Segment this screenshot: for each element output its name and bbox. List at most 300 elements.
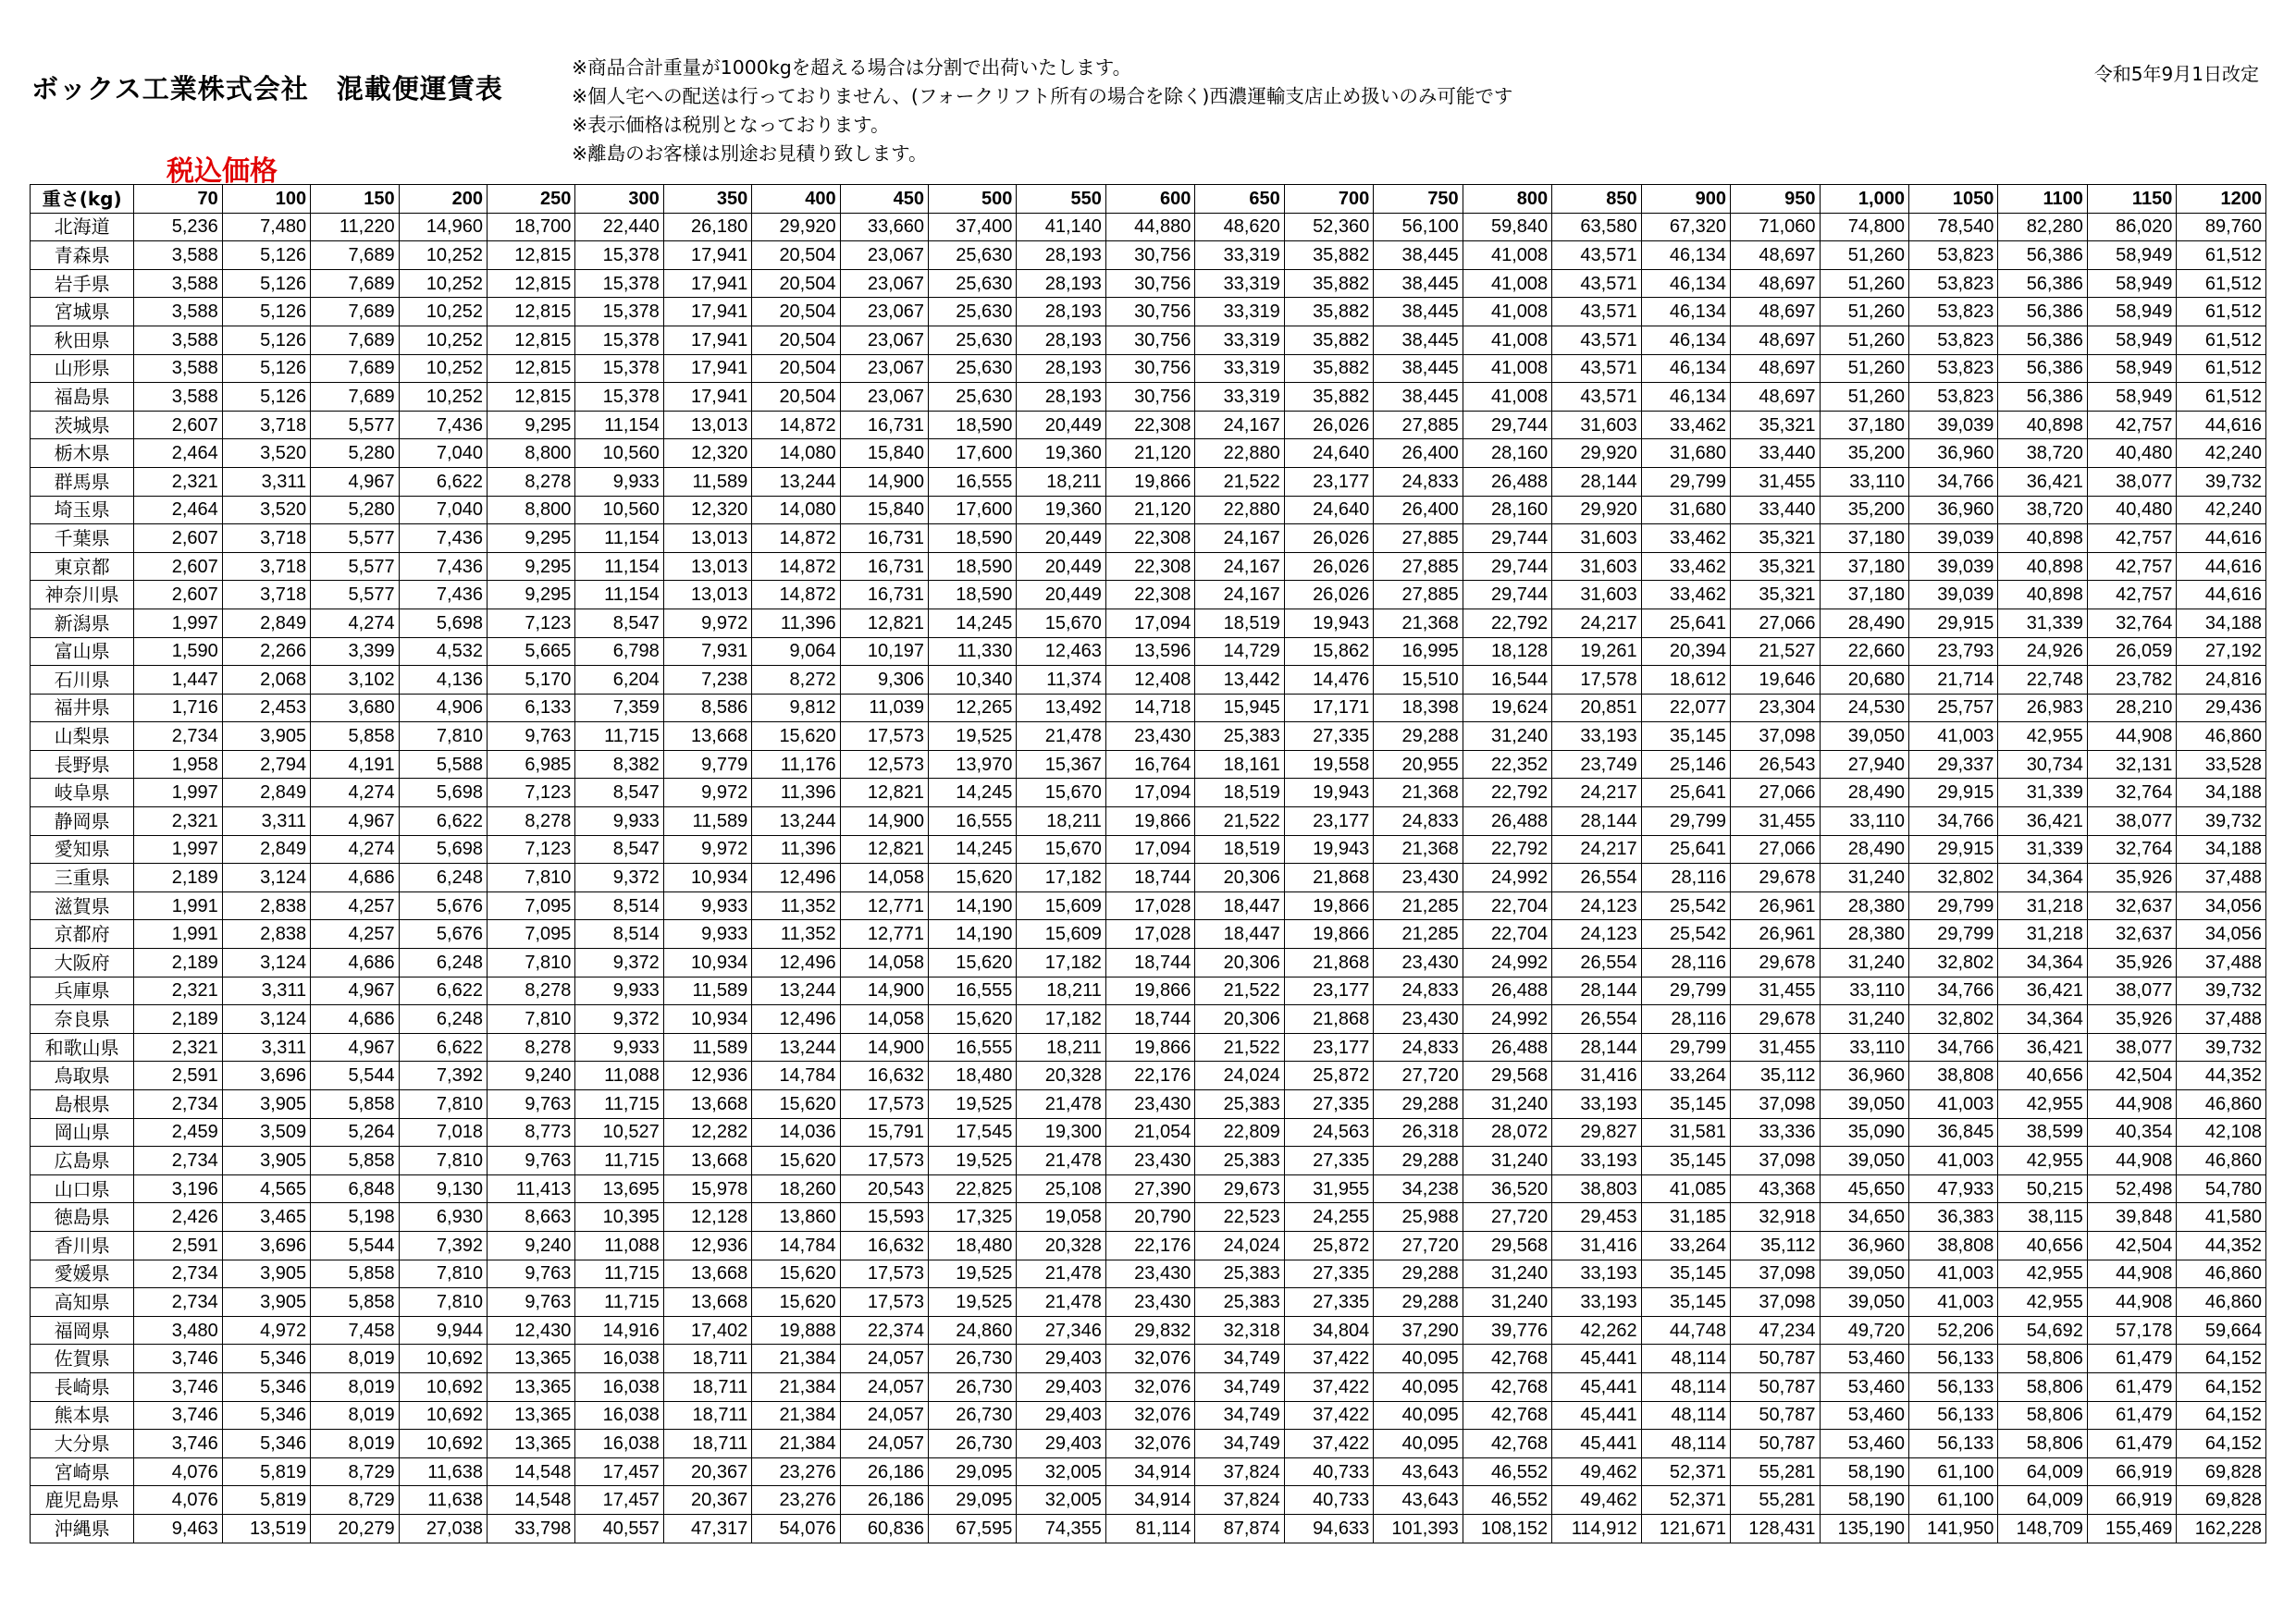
table-row [31,1486,2266,1515]
rate-cell: 21,384 [752,1345,840,1373]
table-row [31,1147,2266,1175]
rate-cell: 49,462 [1552,1486,1641,1515]
prefecture-name: 鳥取県 [31,1062,134,1090]
rate-cell: 27,066 [1731,835,1820,864]
rate-cell: 40,354 [2087,1118,2176,1147]
rate-cell: 18,711 [663,1372,751,1401]
rate-cell: 34,749 [1195,1372,1284,1401]
rate-cell: 9,763 [487,722,574,751]
rate-cell: 35,882 [1284,269,1373,298]
rate-cell: 38,445 [1374,241,1463,270]
rate-cell: 35,145 [1641,1147,1730,1175]
rate-cell: 39,050 [1820,722,1908,751]
rate-cell: 17,578 [1552,666,1641,695]
rate-cell: 18,590 [929,581,1017,609]
table-row [31,1288,2266,1317]
rate-cell: 128,431 [1731,1514,1820,1543]
rate-cell: 26,400 [1374,439,1463,468]
rate-cell: 11,715 [575,1090,663,1119]
rate-cell: 12,463 [1017,637,1105,666]
rate-cell: 29,678 [1731,1005,1820,1034]
rate-cell: 28,193 [1017,241,1105,270]
weight-column-header: 1,000 [1820,185,1908,214]
rate-cell: 40,733 [1284,1486,1373,1515]
rate-cell: 12,496 [752,949,840,977]
rate-cell: 44,908 [2087,1288,2176,1317]
rate-cell: 13,695 [575,1174,663,1203]
rate-cell: 29,288 [1374,1260,1463,1288]
rate-cell: 15,378 [575,383,663,412]
rate-cell: 11,088 [575,1062,663,1090]
rate-cell: 20,504 [752,298,840,326]
rate-cell: 16,555 [929,807,1017,836]
rate-cell: 51,260 [1820,298,1908,326]
rate-cell: 40,898 [1998,411,2087,439]
rate-cell: 18,612 [1641,666,1730,695]
rate-cell: 27,192 [2177,637,2266,666]
rate-cell: 22,308 [1105,411,1194,439]
rate-cell: 5,858 [311,1090,399,1119]
table-row [31,326,2266,354]
weight-column-header: 900 [1641,185,1730,214]
rate-cell: 42,757 [2087,524,2176,553]
rate-cell: 33,193 [1552,1260,1641,1288]
rate-cell: 35,145 [1641,1260,1730,1288]
rate-cell: 23,177 [1284,467,1373,496]
rate-cell: 7,689 [311,241,399,270]
rate-cell: 13,013 [663,524,751,553]
rate-cell: 5,676 [399,920,487,949]
rate-cell: 42,955 [1998,1147,2087,1175]
rate-cell: 9,933 [663,891,751,920]
rate-cell: 53,823 [1908,354,1997,383]
rate-cell: 14,476 [1284,666,1373,695]
rate-cell: 26,961 [1731,891,1820,920]
rate-cell: 53,823 [1908,269,1997,298]
prefecture-name: 佐賀県 [31,1345,134,1373]
rate-cell: 24,640 [1284,439,1373,468]
rate-cell: 3,905 [222,1288,310,1317]
rate-cell: 15,945 [1195,694,1284,722]
rate-cell: 16,995 [1374,637,1463,666]
rate-cell: 9,933 [575,467,663,496]
rate-cell: 8,547 [575,609,663,637]
rate-cell: 13,668 [663,1147,751,1175]
rate-cell: 20,367 [663,1457,751,1486]
rate-cell: 58,806 [1998,1372,2087,1401]
rate-cell: 121,671 [1641,1514,1730,1543]
table-row [31,1118,2266,1147]
rate-cell: 26,554 [1552,949,1641,977]
rate-cell: 16,555 [929,1033,1017,1062]
rate-cell: 33,462 [1641,524,1730,553]
rate-cell: 17,094 [1105,609,1194,637]
rate-cell: 51,260 [1820,269,1908,298]
rate-cell: 21,478 [1017,1147,1105,1175]
rate-cell: 25,630 [929,241,1017,270]
rate-cell: 13,519 [222,1514,310,1543]
rate-cell: 31,185 [1641,1203,1730,1232]
rate-cell: 3,718 [222,524,310,553]
rate-cell: 27,720 [1374,1231,1463,1260]
rate-cell: 29,568 [1463,1062,1551,1090]
rate-cell: 44,616 [2177,411,2266,439]
rate-cell: 25,630 [929,383,1017,412]
rate-cell: 10,252 [399,326,487,354]
rate-cell: 29,920 [1552,439,1641,468]
rate-cell: 18,590 [929,411,1017,439]
rate-cell: 11,413 [487,1174,574,1203]
prefecture-name: 宮崎県 [31,1457,134,1486]
prefecture-name: 愛媛県 [31,1260,134,1288]
rate-cell: 47,317 [663,1514,751,1543]
rate-cell: 15,378 [575,241,663,270]
rate-cell: 48,697 [1731,298,1820,326]
rate-cell: 2,849 [222,779,310,807]
table-row [31,750,2266,779]
rate-cell: 21,120 [1105,496,1194,524]
rate-cell: 18,519 [1195,779,1284,807]
rate-cell: 15,378 [575,269,663,298]
rate-cell: 24,563 [1284,1118,1373,1147]
rate-cell: 46,134 [1641,241,1730,270]
rate-cell: 8,278 [487,807,574,836]
rate-cell: 48,697 [1731,383,1820,412]
rate-cell: 24,123 [1552,920,1641,949]
tax-included-label: 税込価格 [167,155,278,188]
rate-cell: 5,264 [311,1118,399,1147]
rate-cell: 41,008 [1463,269,1551,298]
rate-cell: 11,352 [752,891,840,920]
rate-cell: 38,445 [1374,269,1463,298]
rate-cell: 33,264 [1641,1231,1730,1260]
rate-cell: 29,403 [1017,1401,1105,1430]
table-row [31,581,2266,609]
rate-cell: 18,398 [1374,694,1463,722]
rate-cell: 11,374 [1017,666,1105,695]
rate-cell: 18,744 [1105,864,1194,892]
rate-cell: 46,860 [2177,722,2266,751]
rate-cell: 20,543 [840,1174,928,1203]
rate-cell: 24,860 [929,1316,1017,1345]
rate-cell: 22,176 [1105,1231,1194,1260]
rate-cell: 7,810 [487,864,574,892]
rate-cell: 9,763 [487,1260,574,1288]
rate-cell: 21,522 [1195,467,1284,496]
rate-cell: 2,321 [134,1033,222,1062]
rate-cell: 13,970 [929,750,1017,779]
rate-cell: 51,260 [1820,241,1908,270]
rate-cell: 25,383 [1195,1147,1284,1175]
rate-cell: 21,478 [1017,1260,1105,1288]
rate-cell: 31,240 [1463,722,1551,751]
notes-block [572,54,1512,168]
rate-cell: 14,245 [929,609,1017,637]
table-row [31,864,2266,892]
rate-cell: 3,746 [134,1345,222,1373]
rate-cell: 9,763 [487,1147,574,1175]
rate-cell: 17,094 [1105,779,1194,807]
rate-cell: 38,077 [2087,977,2176,1005]
rate-cell: 17,457 [575,1457,663,1486]
rate-cell: 31,240 [1820,864,1908,892]
rate-cell: 34,188 [2177,609,2266,637]
rate-cell: 56,386 [1998,298,2087,326]
rate-cell: 33,193 [1552,722,1641,751]
rate-cell: 17,600 [929,439,1017,468]
rate-cell: 60,836 [840,1514,928,1543]
rate-cell: 33,319 [1195,326,1284,354]
rate-cell: 3,196 [134,1174,222,1203]
rate-cell: 6,930 [399,1203,487,1232]
rate-cell: 17,941 [663,241,751,270]
rate-cell: 33,319 [1195,383,1284,412]
rate-cell: 16,038 [575,1372,663,1401]
rate-cell: 17,094 [1105,835,1194,864]
prefecture-name: 北海道 [31,213,134,241]
rate-cell: 16,731 [840,552,928,581]
rate-cell: 29,095 [929,1457,1017,1486]
rate-cell: 52,498 [2087,1174,2176,1203]
rate-cell: 61,512 [2177,269,2266,298]
rate-cell: 13,442 [1195,666,1284,695]
rate-cell: 31,416 [1552,1062,1641,1090]
rate-cell: 7,810 [487,949,574,977]
rate-cell: 13,365 [487,1345,574,1373]
rate-cell: 13,244 [752,807,840,836]
rate-cell: 51,260 [1820,326,1908,354]
rate-cell: 20,328 [1017,1062,1105,1090]
weight-column-header: 950 [1731,185,1820,214]
rate-cell: 6,248 [399,949,487,977]
rate-cell: 3,588 [134,383,222,412]
rate-cell: 15,791 [840,1118,928,1147]
rate-cell: 50,215 [1998,1174,2087,1203]
rate-cell: 56,133 [1908,1372,1997,1401]
rate-cell: 38,077 [2087,467,2176,496]
rate-cell: 13,668 [663,1260,751,1288]
rate-cell: 28,490 [1820,835,1908,864]
rate-cell: 31,416 [1552,1231,1641,1260]
rate-cell: 22,308 [1105,524,1194,553]
rate-cell: 4,136 [399,666,487,695]
rate-cell: 24,024 [1195,1062,1284,1090]
rate-cell: 35,926 [2087,1005,2176,1034]
rate-cell: 13,860 [752,1203,840,1232]
rate-cell: 23,430 [1105,722,1194,751]
rate-cell: 19,360 [1017,496,1105,524]
rate-cell: 12,815 [487,269,574,298]
rate-cell: 12,936 [663,1062,751,1090]
rate-cell: 39,039 [1908,411,1997,439]
rate-cell: 16,544 [1463,666,1551,695]
rate-cell: 42,768 [1463,1345,1551,1373]
rate-cell: 74,355 [1017,1514,1105,1543]
rate-cell: 27,940 [1820,750,1908,779]
rate-cell: 37,098 [1731,1260,1820,1288]
rate-cell: 15,840 [840,496,928,524]
prefecture-name: 島根県 [31,1090,134,1119]
rate-cell: 29,799 [1641,1033,1730,1062]
rate-cell: 3,905 [222,722,310,751]
rate-cell: 33,440 [1731,496,1820,524]
rate-cell: 24,167 [1195,581,1284,609]
rate-cell: 21,285 [1374,920,1463,949]
rate-cell: 18,519 [1195,835,1284,864]
rate-cell: 64,152 [2177,1401,2266,1430]
rate-cell: 17,941 [663,383,751,412]
rate-cell: 34,188 [2177,835,2266,864]
rate-cell: 5,280 [311,439,399,468]
rate-cell: 15,378 [575,298,663,326]
rate-cell: 2,607 [134,524,222,553]
prefecture-name: 山口県 [31,1174,134,1203]
rate-cell: 3,124 [222,1005,310,1034]
weight-column-header: 250 [487,185,574,214]
weight-column-header: 400 [752,185,840,214]
rate-cell: 4,906 [399,694,487,722]
rate-cell: 32,802 [1908,864,1997,892]
rate-cell: 2,734 [134,1147,222,1175]
rate-cell: 20,680 [1820,666,1908,695]
weight-header-row [31,185,2266,214]
rate-cell: 9,064 [752,637,840,666]
rate-cell: 6,204 [575,666,663,695]
prefecture-name: 鹿児島県 [31,1486,134,1515]
rate-cell: 21,368 [1374,835,1463,864]
rate-cell: 37,824 [1195,1486,1284,1515]
rate-cell: 38,808 [1908,1062,1997,1090]
rate-cell: 25,383 [1195,722,1284,751]
rate-cell: 42,262 [1552,1316,1641,1345]
rate-cell: 33,462 [1641,411,1730,439]
rate-cell: 14,784 [752,1231,840,1260]
rate-cell: 25,630 [929,354,1017,383]
rate-cell: 1,958 [134,750,222,779]
prefecture-name: 新潟県 [31,609,134,637]
rate-cell: 12,936 [663,1231,751,1260]
rate-cell: 20,955 [1374,750,1463,779]
rate-cell: 16,731 [840,581,928,609]
rate-cell: 5,858 [311,722,399,751]
rate-cell: 15,620 [929,864,1017,892]
prefecture-name: 岩手県 [31,269,134,298]
rate-cell: 2,464 [134,496,222,524]
rate-cell: 12,815 [487,383,574,412]
rate-cell: 27,885 [1374,552,1463,581]
rate-cell: 20,279 [311,1514,399,1543]
rate-cell: 26,983 [1998,694,2087,722]
rate-cell: 14,058 [840,1005,928,1034]
rate-cell: 29,095 [929,1486,1017,1515]
table-row [31,977,2266,1005]
rate-cell: 37,098 [1731,1090,1820,1119]
rate-cell: 25,630 [929,298,1017,326]
rate-cell: 162,228 [2177,1514,2266,1543]
rate-cell: 18,128 [1463,637,1551,666]
rate-cell: 31,455 [1731,467,1820,496]
rate-cell: 7,689 [311,269,399,298]
rate-cell: 13,492 [1017,694,1105,722]
rate-cell: 9,933 [575,1033,663,1062]
rate-cell: 31,955 [1284,1174,1373,1203]
table-row [31,920,2266,949]
rate-cell: 33,660 [840,213,928,241]
prefecture-name: 徳島県 [31,1203,134,1232]
rate-cell: 10,692 [399,1345,487,1373]
rate-cell: 61,479 [2087,1372,2176,1401]
rate-cell: 10,252 [399,241,487,270]
rate-cell: 40,898 [1998,552,2087,581]
rate-cell: 28,116 [1641,864,1730,892]
rate-cell: 10,252 [399,354,487,383]
rate-cell: 30,756 [1105,354,1194,383]
rate-cell: 20,328 [1017,1231,1105,1260]
rate-cell: 3,124 [222,949,310,977]
rate-cell: 27,346 [1017,1316,1105,1345]
rate-cell: 8,278 [487,977,574,1005]
rate-cell: 9,779 [663,750,751,779]
weight-column-header: 800 [1463,185,1551,214]
rate-cell: 20,367 [663,1486,751,1515]
rate-cell: 10,252 [399,269,487,298]
rate-cell: 17,573 [840,1147,928,1175]
rate-cell: 5,819 [222,1457,310,1486]
rate-cell: 40,095 [1374,1345,1463,1373]
rate-cell: 61,512 [2177,383,2266,412]
rate-cell: 35,090 [1820,1118,1908,1147]
rate-cell: 2,464 [134,439,222,468]
rate-cell: 31,455 [1731,977,1820,1005]
rate-cell: 31,240 [1820,949,1908,977]
rate-cell: 27,038 [399,1514,487,1543]
rate-cell: 25,872 [1284,1231,1373,1260]
rate-cell: 64,009 [1998,1486,2087,1515]
rate-cell: 20,449 [1017,411,1105,439]
table-row [31,1231,2266,1260]
rate-cell: 10,395 [575,1203,663,1232]
rate-cell: 59,664 [2177,1316,2266,1345]
rate-cell: 42,757 [2087,552,2176,581]
table-row [31,1457,2266,1486]
table-row [31,1430,2266,1458]
rate-cell: 28,193 [1017,326,1105,354]
rate-cell: 29,288 [1374,722,1463,751]
weight-column-header: 100 [222,185,310,214]
rate-cell: 48,620 [1195,213,1284,241]
rate-cell: 15,670 [1017,779,1105,807]
rate-cell: 13,365 [487,1430,574,1458]
rate-cell: 29,799 [1908,891,1997,920]
rate-cell: 22,792 [1463,609,1551,637]
rate-cell: 11,396 [752,609,840,637]
rate-cell: 18,447 [1195,891,1284,920]
rate-cell: 23,177 [1284,807,1373,836]
prefecture-name: 奈良県 [31,1005,134,1034]
rate-cell: 23,177 [1284,977,1373,1005]
rate-cell: 37,180 [1820,552,1908,581]
rate-cell: 8,278 [487,1033,574,1062]
rate-cell: 7,458 [311,1316,399,1345]
rate-cell: 4,686 [311,1005,399,1034]
rate-cell: 45,441 [1552,1345,1641,1373]
rate-cell: 2,189 [134,864,222,892]
rate-cell: 35,145 [1641,1090,1730,1119]
rate-cell: 22,352 [1463,750,1551,779]
rate-cell: 28,116 [1641,1005,1730,1034]
rate-cell: 5,126 [222,383,310,412]
rate-cell: 2,591 [134,1062,222,1090]
